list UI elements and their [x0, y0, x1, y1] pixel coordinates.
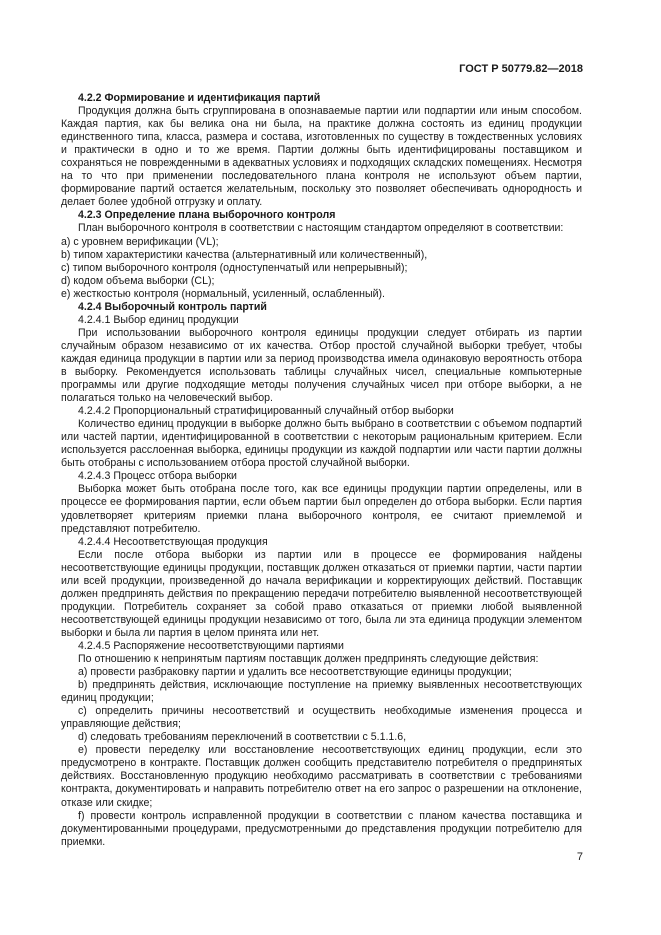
- subsection-heading: 4.2.4.3 Процесс отбора выборки: [78, 470, 237, 483]
- page-number: 7: [576, 851, 583, 863]
- paragraph: Количество единиц продукции в выборке должно быть выбрано в соответствии с объемом подпартий или частей партии, идентифицированной в соответствии с некоторым рациональным критерием. Если используется расслоенная выборка, единицы продукции из каждой подпартии или части партии должны быть отобраны с использованием отбора простой случайной выборки.: [61, 418, 582, 470]
- list-item: d) следовать требованиям переключений в соответствии с 5.1.1.6,: [78, 731, 407, 744]
- list-item: с) определить причины несоответствий и осуществить необходимые изменения процесса и управляющие действия;: [61, 705, 582, 731]
- section-heading: 4.2.4 Выборочный контроль партий: [78, 300, 267, 313]
- document-id: ГОСТ Р 50779.82—2018: [459, 63, 583, 75]
- document-body: [61, 92, 582, 849]
- subsection-heading: 4.2.4.2 Пропорциональный стратифицированный случайный отбор выборки: [78, 405, 454, 418]
- list-item: b) типом характеристики качества (альтернативный или количественный),: [61, 248, 428, 261]
- list-item: f) провести контроль исправленной продукции в соответствии с планом качества поставщика и документированными процедурами, предусмотренными до представления продукции потребителю для приемки.: [61, 809, 582, 848]
- section-heading: 4.2.3 Определение плана выборочного контроля: [78, 209, 336, 222]
- list-item: а) с уровнем верификации (VL);: [61, 235, 219, 248]
- paragraph: По отношению к непринятым партиям поставщик должен предпринять следующие действия:: [78, 653, 539, 666]
- paragraph: Если после отбора выборки из партии или в процессе ее формирования найдены несоответствующие единицы продукции, поставщик должен отказаться от приемки партии, части партии или всей продукции, произведенной до начала верификации и корректирующих действий. Поставщик должен предпринять действия по прекращению передачи потребителю выявленной несоответствующей продукции. Потребитель сохраняет за собой право отказаться от приемки любой выявленной несоответствующей единицы продукции независимо от того, была ли эта единица продукции элементом выборки и была ли партия в целом принята или нет.: [61, 548, 582, 639]
- list-item: b) предпринять действия, исключающие поступление на приемку выявленных несоответствующих единиц продукции;: [61, 679, 582, 705]
- paragraph: При использовании выборочного контроля единицы продукции следует отбирать из партии случайным образом независимо от их качества. Отбор простой случайной выборки требует, чтобы каждая единица продукции в партии или за период производства имела одинаковую вероятность отбора в выборку. Рекомендуется использовать таблицы случайных чисел, специальные компьютерные программы или другие подходящие методы получения случайных чисел при отборе выборки, а не полагаться только на человеческий выбор.: [61, 326, 582, 405]
- list-item: а) провести разбраковку партии и удалить все несоответствующие единицы продукции;: [78, 666, 512, 679]
- subsection-heading: 4.2.4.4 Несоответствующая продукция: [78, 535, 268, 548]
- paragraph: Выборка может быть отобрана после того, как все единицы продукции партии определены, или в процессе ее формирования партии, если объем партии был определен до отбора выборки. Если партия удовлетворяет критериям приемки плана выборочного контроля, ее считают приемлемой и представляют потребителю.: [61, 483, 582, 535]
- subsection-heading: 4.2.4.5 Распоряжение несоответствующими партиями: [78, 639, 344, 652]
- paragraph: Продукция должна быть сгруппирована в опознаваемые партии или подпартии или иным способом. Каждая партия, как бы велика она ни была, на практике должна состоять из единиц продукции единственного типа, класса, размера и состава, изготовленных по существу в тождественных условиях и практически в одно и то же время. Партии должны быть идентифицированы поставщиком и сохраняться не поврежденными в адекватных условиях и подходящих складских помещениях. Несмотря на то что при применении последовательного плана контроля не используют объем партии, формирование партий остается желательным, поскольку это позволяет обеспечивать однородность и делает более удобной отгрузку и оплату.: [61, 105, 582, 209]
- paragraph: План выборочного контроля в соответствии с настоящим стандартом определяют в соответствии:: [78, 222, 564, 235]
- list-item: е) провести переделку или восстановление несоответствующих единиц продукции, если это предусмотрено в контракте. Поставщик должен сообщить представителю потребителя о предпринятых действиях. Восстановленную продукцию необходимо рассматривать в соответствии с требованиями контракта, документировать и направить потребителю ответ на его запрос о разрешении на отклонение, отказе или скидке;: [61, 744, 582, 809]
- list-item: d) кодом объема выборки (CL);: [61, 274, 215, 287]
- list-item: е) жесткостью контроля (нормальный, усиленный, ослабленный).: [61, 287, 385, 300]
- section-heading: 4.2.2 Формирование и идентификация партий: [78, 92, 321, 104]
- list-item: с) типом выборочного контроля (одноступенчатый или непрерывный);: [61, 261, 408, 274]
- subsection-heading: 4.2.4.1 Выбор единиц продукции: [78, 313, 239, 326]
